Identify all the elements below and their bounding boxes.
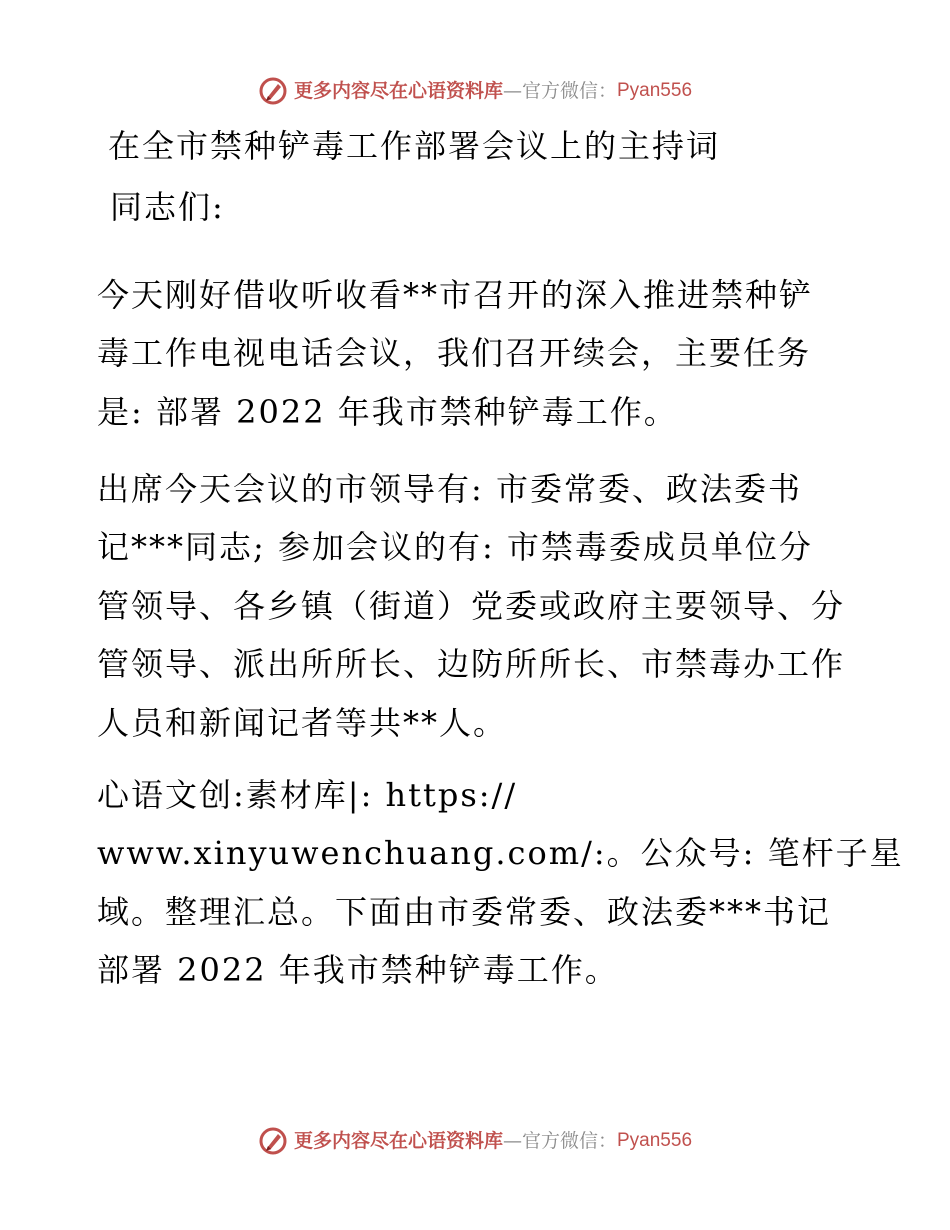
watermark-main-text: 更多内容尽在心语资料库: [293, 1130, 503, 1152]
pen-circle-icon: [258, 76, 288, 106]
paragraph-line: 管领导、各乡镇（街道）党委或政府主要领导、分: [97, 586, 846, 625]
salutation-line: 同志们:: [110, 188, 225, 226]
paragraph-line: 出席今天会议的市领导有: 市委常委、政法委书: [97, 470, 802, 508]
paragraph-line: 域。整理汇总。下面由市委常委、政法委***书记: [97, 892, 832, 931]
paragraph-2: [97, 460, 857, 752]
header-watermark: [0, 76, 950, 106]
watermark-separator: —: [502, 1130, 522, 1152]
paragraph-line: 是: 部署 2022 年我市禁种铲毒工作。: [97, 392, 678, 431]
pen-circle-icon: [258, 1126, 288, 1156]
paragraph-line: 管领导、派出所所长、边防所所长、市禁毒办工作: [97, 645, 846, 684]
salutation: [97, 178, 857, 236]
paragraph-line: 心语文创:素材库|: https://: [97, 776, 518, 814]
paragraph-line: www.xinyuwenchuang.com/:。公众号: 笔杆子星: [97, 834, 904, 873]
watermark-wechat-id: Pyan556: [617, 80, 693, 101]
watermark-wechat-id: Pyan556: [617, 1130, 693, 1151]
document-title: 在全市禁种铲毒工作部署会议上的主持词: [108, 127, 721, 165]
paragraph-line: 人员和新闻记者等共**人。: [97, 703, 508, 742]
paragraph-line: 部署 2022 年我市禁种铲毒工作。: [97, 951, 619, 990]
paragraph-3: [97, 766, 904, 1000]
footer-watermark: [0, 1126, 950, 1156]
paragraph-line: 毒工作电视电话会议，我们召开续会，主要任务: [97, 334, 812, 373]
paragraph-line: 记***同志; 参加会议的有: 市禁毒委成员单位分: [97, 528, 813, 567]
watermark-separator: —: [502, 80, 522, 102]
watermark-label: 官方微信：: [521, 1130, 617, 1152]
watermark-label: 官方微信：: [521, 80, 617, 102]
paragraph-line: 今天刚好借收听收看**市召开的深入推进禁种铲: [97, 276, 814, 314]
paragraph-1: [97, 266, 857, 441]
watermark-main-text: 更多内容尽在心语资料库: [293, 80, 503, 102]
